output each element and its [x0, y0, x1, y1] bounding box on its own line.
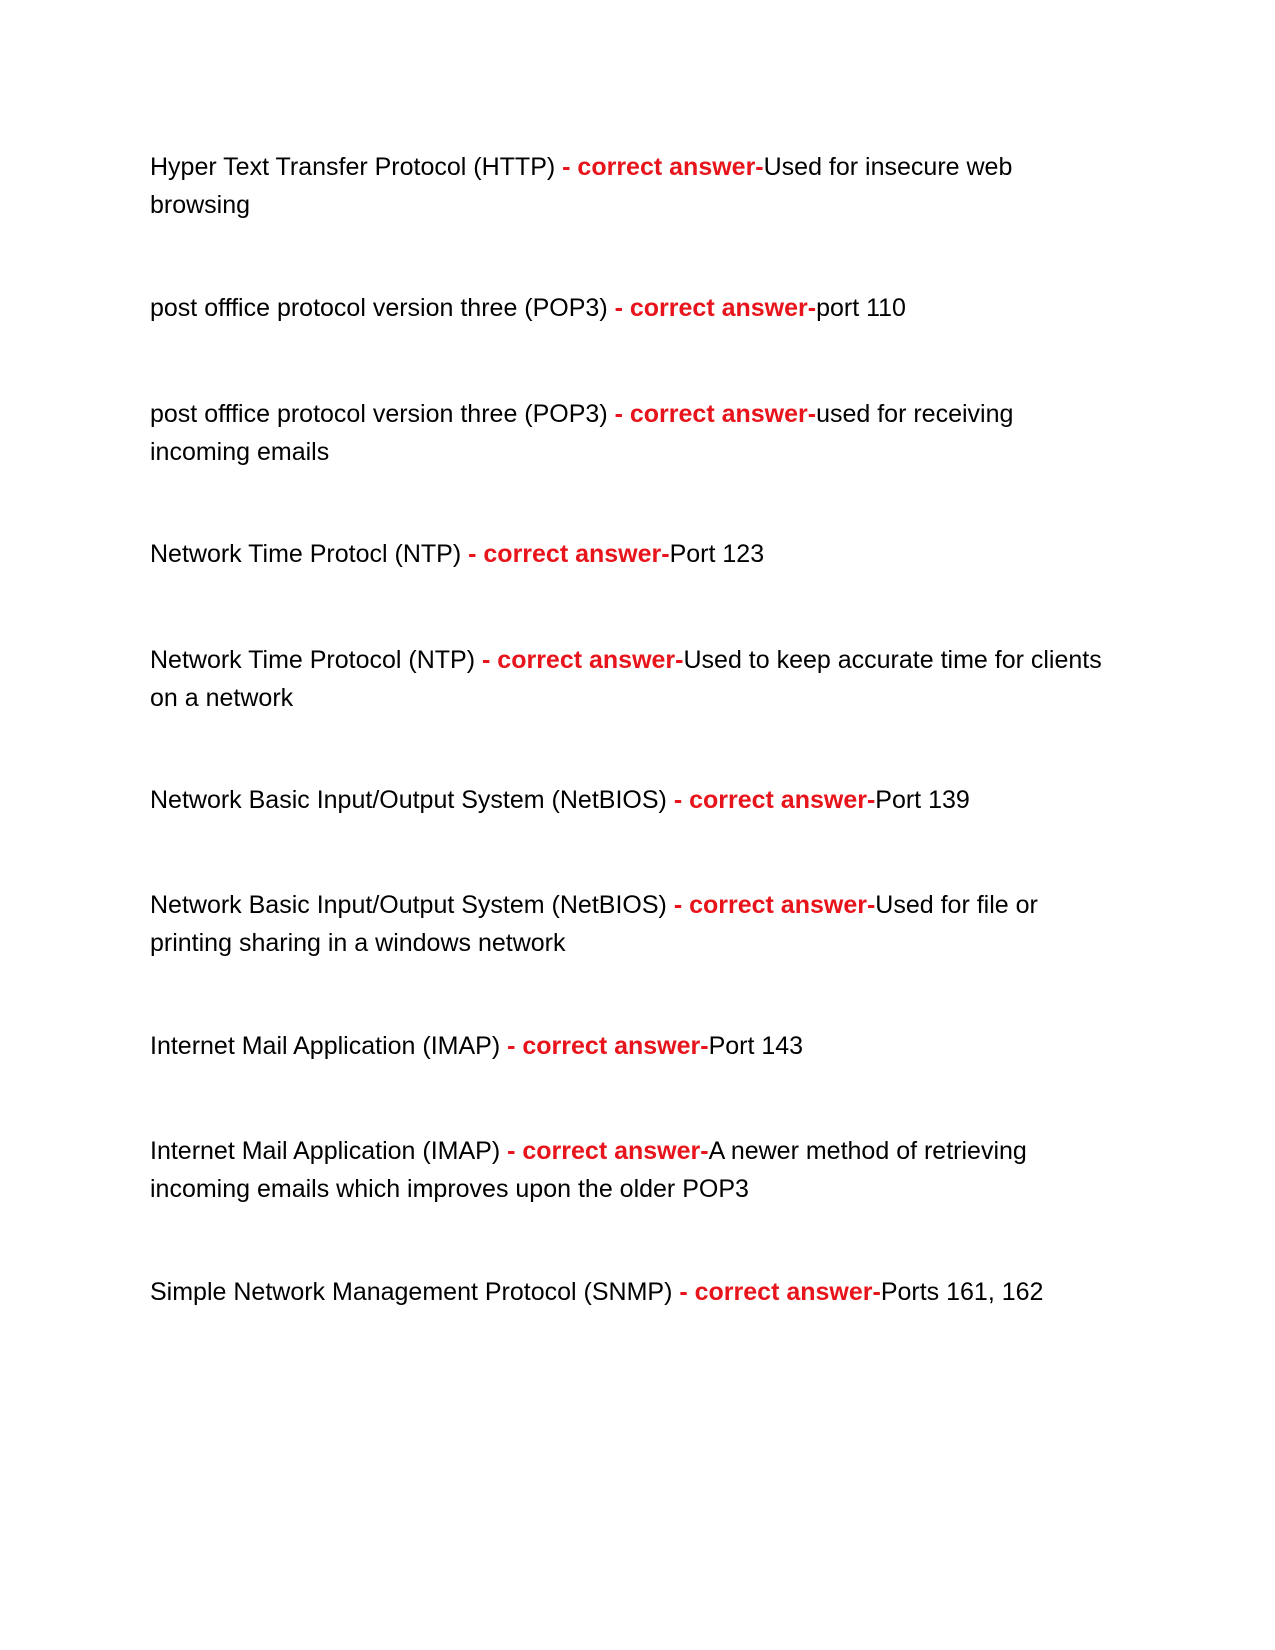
correct-answer-separator: - correct answer- — [562, 153, 764, 181]
qa-entry-imap-usage — [150, 1132, 1110, 1208]
answer-text: Used to keep accurate time for clients on a network — [150, 646, 1102, 712]
term-text: Network Time Protocl (NTP) — [150, 540, 462, 568]
answer-text: port 110 — [816, 294, 906, 322]
qa-entry-http-usage — [150, 148, 1110, 224]
correct-answer-separator: - correct answer- — [482, 646, 684, 674]
answer-text: Used for insecure web browsing — [150, 153, 1013, 219]
qa-entry-ntp-usage — [150, 641, 1110, 717]
answer-text: Port 139 — [875, 786, 970, 814]
qa-entry-netbios-port — [150, 781, 1110, 819]
qa-entry-pop3-port — [150, 289, 1110, 327]
term-text: Network Basic Input/Output System (NetBIOS) — [150, 891, 667, 919]
term-text: Network Time Protocol (NTP) — [150, 646, 476, 674]
correct-answer-separator: - correct answer- — [507, 1137, 709, 1165]
term-text: Internet Mail Application (IMAP) — [150, 1032, 501, 1060]
term-text: Hyper Text Transfer Protocol (HTTP) — [150, 153, 556, 181]
term-text: post offfice protocol version three (POP3) — [150, 400, 608, 428]
answer-text: A newer method of retrieving incoming emails which improves upon the older POP3 — [150, 1137, 1027, 1203]
qa-entry-snmp-ports — [150, 1273, 1110, 1311]
correct-answer-separator: - correct answer- — [507, 1032, 709, 1060]
term-text: Network Basic Input/Output System (NetBIOS) — [150, 786, 667, 814]
correct-answer-separator: - correct answer- — [614, 400, 817, 428]
answer-text: Port 143 — [708, 1032, 804, 1060]
answer-text: used for receiving incoming emails — [150, 400, 1014, 466]
answer-text: Port 123 — [669, 540, 765, 568]
qa-entry-pop3-usage — [150, 395, 1110, 471]
qa-entry-imap-port — [150, 1027, 1110, 1065]
correct-answer-separator: - correct answer- — [468, 540, 670, 568]
term-text: Internet Mail Application (IMAP) — [150, 1137, 501, 1165]
correct-answer-separator: - correct answer- — [679, 1278, 881, 1306]
correct-answer-separator: - correct answer- — [614, 294, 817, 322]
qa-entry-ntp-port — [150, 535, 1110, 573]
term-text: post offfice protocol version three (POP3) — [150, 294, 608, 322]
answer-text: Ports 161, 162 — [880, 1278, 1044, 1306]
correct-answer-separator: - correct answer- — [673, 786, 876, 814]
qa-entry-netbios-usage — [150, 886, 1110, 962]
answer-text: Used for file or printing sharing in a windows network — [150, 891, 1038, 957]
term-text: Simple Network Management Protocol (SNMP) — [150, 1278, 673, 1306]
correct-answer-separator: - correct answer- — [673, 891, 876, 919]
